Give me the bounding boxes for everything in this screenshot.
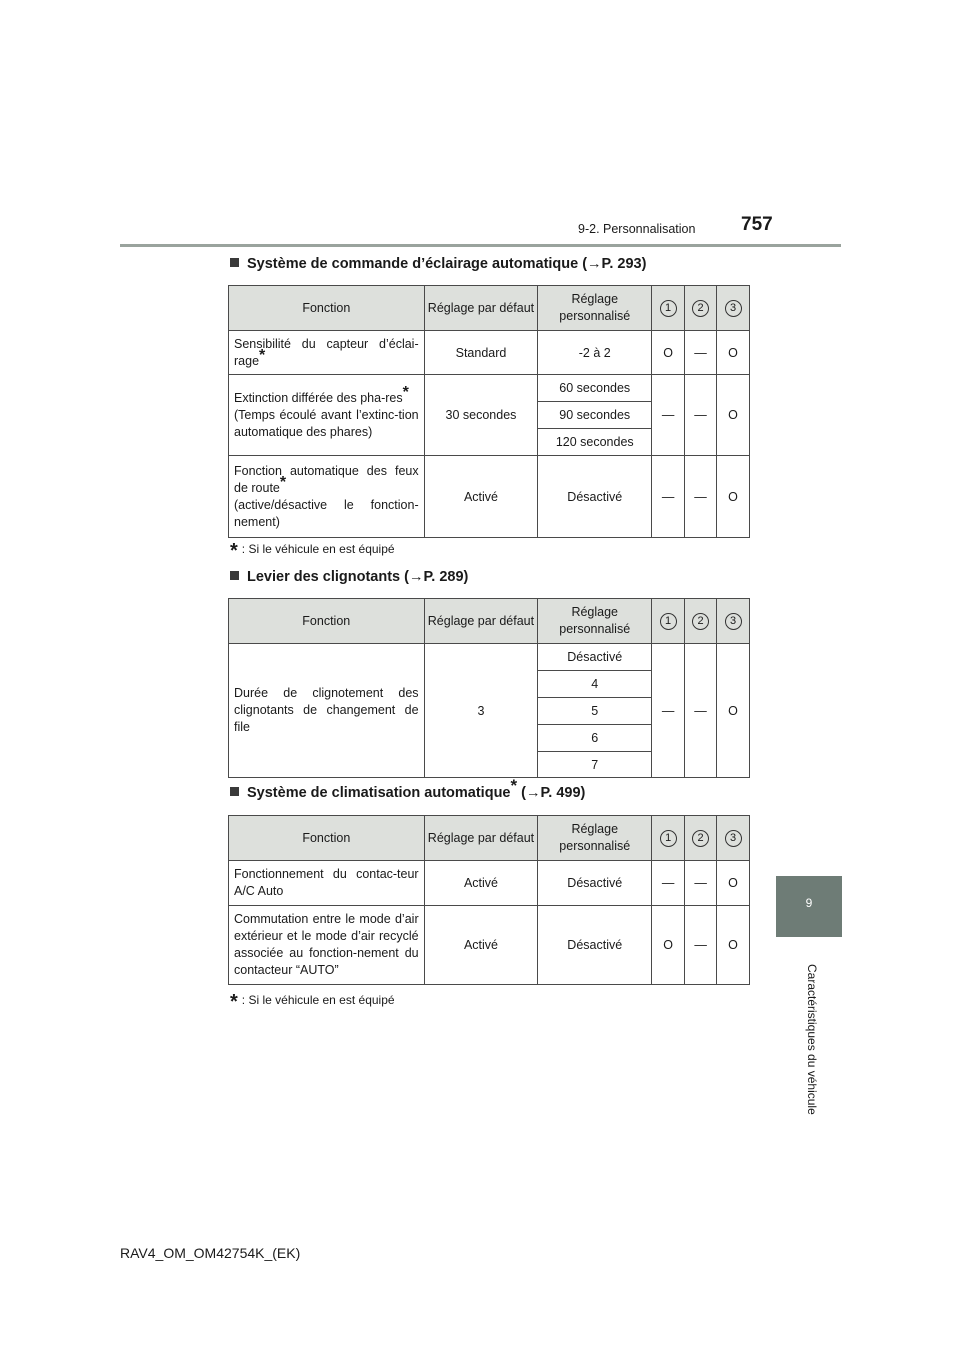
header-col-1 [652, 599, 685, 644]
row-mark-1: — [652, 375, 685, 456]
header-col-2 [685, 286, 717, 331]
section-title-clignotants: Levier des clignotants (→P. 289) [230, 569, 468, 585]
row-custom: 6 [538, 725, 652, 752]
row-custom: 4 [538, 671, 652, 698]
circled-2-icon: 2 [692, 830, 709, 847]
header-reglage-perso: Réglage personnalisé [538, 599, 652, 644]
row-mark-1: — [652, 644, 685, 778]
header-col-1 [652, 286, 685, 331]
row-custom: 7 [538, 752, 652, 778]
row-default: Activé [424, 456, 538, 538]
row-custom: 5 [538, 698, 652, 725]
circled-3-icon: 3 [725, 300, 742, 317]
circled-1-icon: 1 [660, 830, 677, 847]
circled-3-icon: 3 [725, 613, 742, 630]
header-reglage-defaut: Réglage par défaut [424, 286, 538, 331]
footnote: * : Si le véhicule en est équipé [230, 540, 395, 562]
table-header-row [229, 599, 750, 644]
row-custom: Désactivé [538, 644, 652, 671]
circled-3-icon: 3 [725, 830, 742, 847]
page-number: 757 [741, 214, 773, 235]
chapter-tab: 9 [776, 876, 842, 937]
table-header-row [229, 816, 750, 861]
row-custom: 60 secondes [538, 375, 652, 402]
row-custom: -2 à 2 [538, 331, 652, 375]
header-col-2 [685, 599, 717, 644]
table-eclairage [228, 285, 750, 538]
table-climatisation [228, 815, 750, 985]
row-mark-2: — [685, 644, 717, 778]
row-mark-3: O [717, 331, 750, 375]
circled-2-icon: 2 [692, 613, 709, 630]
header-col-1 [652, 816, 685, 861]
header-fonction: Fonction [229, 286, 425, 331]
table-header-row [229, 286, 750, 331]
row-mark-3: O [717, 906, 750, 985]
row-description: Sensibilité du capteur d’éclai-rage* [229, 331, 425, 375]
footnote: * : Si le véhicule en est équipé [230, 991, 395, 1013]
row-mark-2: — [685, 375, 717, 456]
row-default: 3 [424, 644, 538, 778]
row-description: Extinction différée des pha-res* (Temps écoulé avant l’extinc-tion automatique des phares) [229, 375, 425, 456]
section-title-climatisation: Système de climatisation automatique* (→P. 499) [230, 785, 585, 801]
table-row [229, 375, 750, 402]
row-custom: Désactivé [538, 861, 652, 906]
header-col-3 [717, 599, 750, 644]
row-description: Fonctionnement du contac-teur A/C Auto [229, 861, 425, 906]
header-fonction: Fonction [229, 599, 425, 644]
table-row [229, 456, 750, 538]
row-mark-1: O [652, 906, 685, 985]
section-heading: 9-2. Personnalisation [578, 222, 696, 236]
table-clignotants [228, 598, 750, 778]
circled-1-icon: 1 [660, 300, 677, 317]
square-bullet-icon [230, 258, 239, 267]
row-custom: 90 secondes [538, 402, 652, 429]
circled-2-icon: 2 [692, 300, 709, 317]
row-mark-2: — [685, 456, 717, 538]
row-mark-3: O [717, 644, 750, 778]
row-default: Standard [424, 331, 538, 375]
header-divider [120, 244, 841, 247]
header-col-3 [717, 816, 750, 861]
header-col-3 [717, 286, 750, 331]
row-mark-2: — [685, 861, 717, 906]
square-bullet-icon [230, 571, 239, 580]
row-default: 30 secondes [424, 375, 538, 456]
row-mark-1: — [652, 861, 685, 906]
row-mark-1: O [652, 331, 685, 375]
row-description: Durée de clignotement des clignotants de changement de file [229, 644, 425, 778]
row-description: Commutation entre le mode d’air extérieur et le mode d’air recyclé associée au fonction-nement du contacteur “AUTO” [229, 906, 425, 985]
row-mark-3: O [717, 861, 750, 906]
table-row [229, 331, 750, 375]
row-custom: 120 secondes [538, 429, 652, 456]
table-row [229, 906, 750, 985]
row-mark-3: O [717, 375, 750, 456]
section-title-eclairage: Système de commande d’éclairage automatique (→P. 293) [230, 256, 646, 272]
row-custom: Désactivé [538, 906, 652, 985]
row-default: Activé [424, 861, 538, 906]
chapter-label: Caractéristiques du véhicule [805, 964, 819, 1115]
row-description: Fonction automatique des feux de route* (active/désactive le fonction-nement) [229, 456, 425, 538]
header-reglage-defaut: Réglage par défaut [424, 816, 538, 861]
table-row [229, 644, 750, 671]
header-col-2 [685, 816, 717, 861]
row-mark-3: O [717, 456, 750, 538]
row-custom: Désactivé [538, 456, 652, 538]
header-reglage-perso: Réglage personnalisé [538, 286, 652, 331]
header-reglage-defaut: Réglage par défaut [424, 599, 538, 644]
circled-1-icon: 1 [660, 613, 677, 630]
row-mark-2: — [685, 331, 717, 375]
square-bullet-icon [230, 787, 239, 796]
row-mark-2: — [685, 906, 717, 985]
row-mark-1: — [652, 456, 685, 538]
header-fonction: Fonction [229, 816, 425, 861]
document-model-code: RAV4_OM_OM42754K_(EK) [120, 1245, 301, 1261]
header-reglage-perso: Réglage personnalisé [538, 816, 652, 861]
table-row [229, 861, 750, 906]
row-default: Activé [424, 906, 538, 985]
